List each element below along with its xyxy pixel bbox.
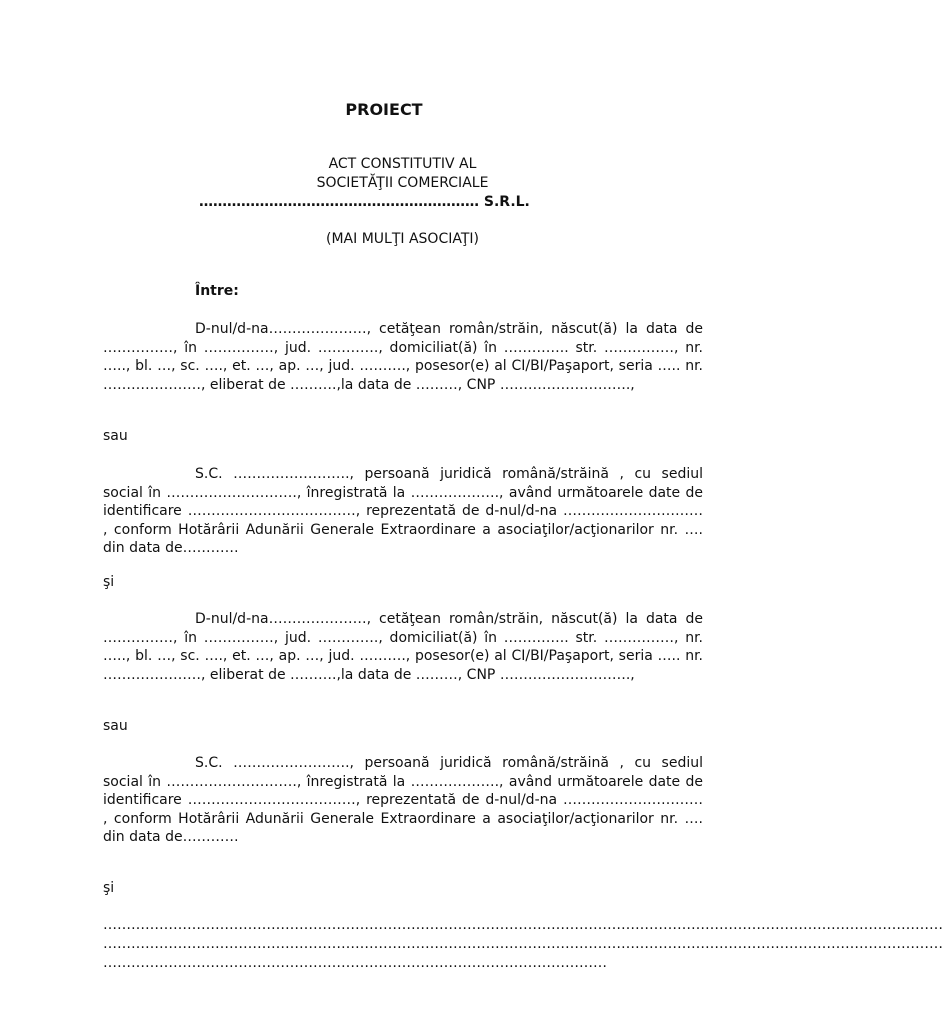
- company-name-line: …………………………………………………… S.R.L.: [199, 194, 530, 210]
- fill-line: ………………………………………………………………………………………………: [103, 955, 607, 971]
- connector-sau: sau: [103, 428, 128, 444]
- company-paragraph: S.C. ……………………., persoană juridică română/străină , cu sediul social în ………………………., înregistrată la ………………., având următoarele date de identificare ………………………………, reprezentată de d-nul/d-na ………………………… , conform Hotărârii Adunării Generale Extraordinare a asociaţilor/acţionarilor nr. …. din data de…………: [103, 755, 703, 846]
- fill-line: ………………………………………………………………………………………………………………………………………………………………: [103, 936, 943, 952]
- person-paragraph: D-nul/d-na…………………, cetăţean român/străin, născut(ă) la data de ……………, în ……………, jud. …………., domiciliat(ă) în ………….. str. ……………, nr. ….., bl. …, sc. …., et. …, ap. …, jud. ………., posesor(e) al CI/BI/Paşaport, seria ….. nr. …………………, eliberat de ……….,la data de ………, CNP ……………………….,: [103, 611, 703, 683]
- document-title: PROIECT: [345, 100, 423, 119]
- subtitle-line-1: ACT CONSTITUTIV AL: [328, 156, 477, 172]
- intro-heading: Între:: [195, 283, 239, 299]
- connector-si: şi: [103, 574, 115, 590]
- subtitle-line-2: SOCIETĂŢII COMERCIALE: [316, 175, 489, 191]
- associates-note: (MAI MULŢI ASOCIAŢI): [326, 231, 479, 247]
- person-paragraph: D-nul/d-na…………………, cetăţean român/străin, născut(ă) la data de ……………, în ……………, jud. …………., domiciliat(ă) în ………….. str. ……………, nr. ….., bl. …, sc. …., et. …, ap. …, jud. ………., posesor(e) al CI/BI/Paşaport, seria ….. nr. …………………, eliberat de ……….,la data de ………, CNP ……………………….,: [103, 321, 703, 393]
- connector-sau: sau: [103, 718, 128, 734]
- connector-si: şi: [103, 880, 115, 896]
- fill-line: ………………………………………………………………………………………………………………………………………………………………: [103, 917, 943, 933]
- company-paragraph: S.C. ……………………., persoană juridică română/străină , cu sediul social în ………………………., înregistrată la ………………., având următoarele date de identificare ………………………………, reprezentată de d-nul/d-na ………………………… , conform Hotărârii Adunării Generale Extraordinare a asociaţilor/acţionarilor nr. …. din data de…………: [103, 466, 703, 557]
